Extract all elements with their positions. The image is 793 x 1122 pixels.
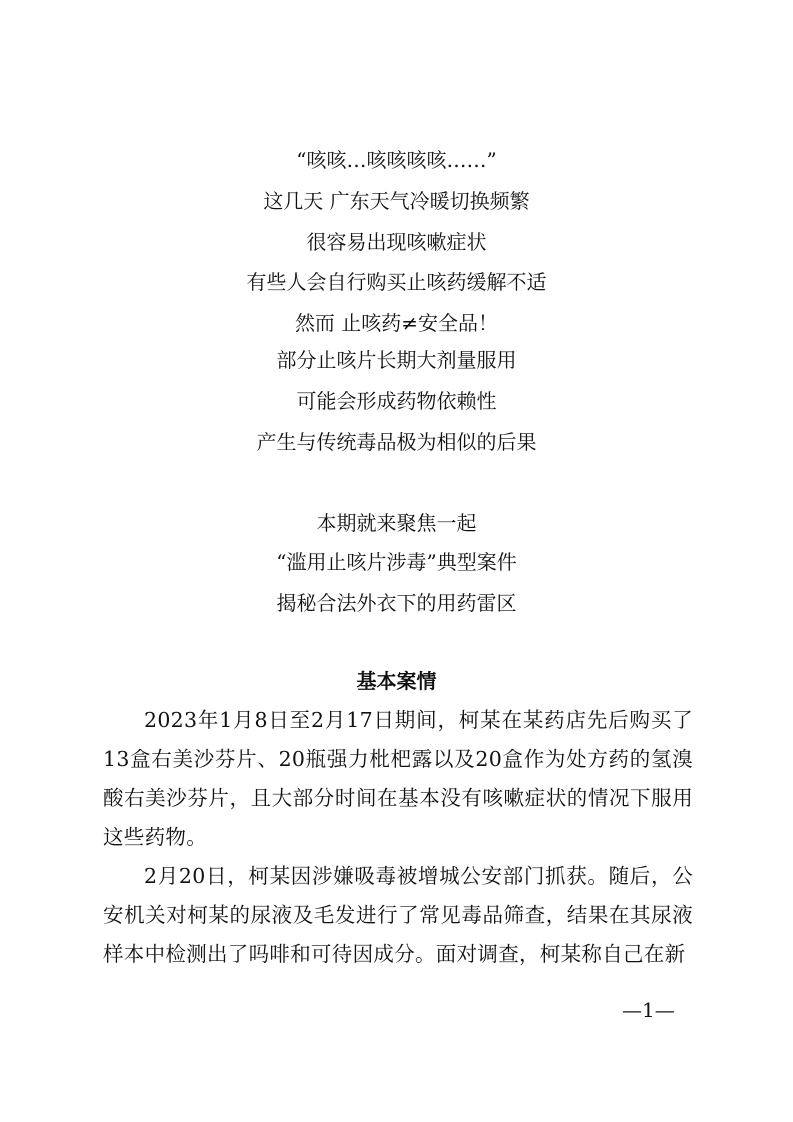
focus-line-3: 揭秘合法外衣下的用药雷区 xyxy=(276,591,517,615)
intro-line-8: 产生与传统毒品极为相似的后果 xyxy=(256,430,537,454)
section-heading: 基本案情 xyxy=(356,669,437,693)
intro-line-2: 这几天 广东天气冷暖切换频繁 xyxy=(263,189,530,213)
paragraph-1: 2023年1月8日至2月17日期间，柯某在某药店先后购买了13盒右美沙芬片、20瓶强力枇杷露以及20盒作为处方药的氢溴酸右美沙芬片，且大部分时间在基本没有咳嗽症状的情况下服用这些药物。 xyxy=(103,708,693,849)
intro-line-7: 可能会形成药物依赖性 xyxy=(296,389,497,413)
intro-line-6: 部分止咳片长期大剂量服用 xyxy=(276,348,517,372)
intro-line-4: 有些人会自行购买止咳药缓解不适 xyxy=(246,270,547,294)
focus-line-1: 本期就来聚焦一起 xyxy=(316,511,477,535)
intro-line-5: 然而 止咳药≠安全品！ xyxy=(294,311,499,335)
intro-line-3: 很容易出现咳嗽症状 xyxy=(306,230,487,254)
page-number: —1— xyxy=(622,998,675,1022)
paragraph-2: 2月20日，柯某因涉嫌吸毒被增城公安部门抓获。随后，公安机关对柯某的尿液及毛发进行了常见毒品筛查，结果在其尿液样本中检测出了吗啡和可待因成分。面对调查，柯某称自己在新 xyxy=(103,864,693,966)
focus-line-2: “滥用止咳片涉毒”典型案件 xyxy=(276,550,517,574)
intro-line-1: “咳咳…咳咳咳咳……” xyxy=(296,148,497,172)
